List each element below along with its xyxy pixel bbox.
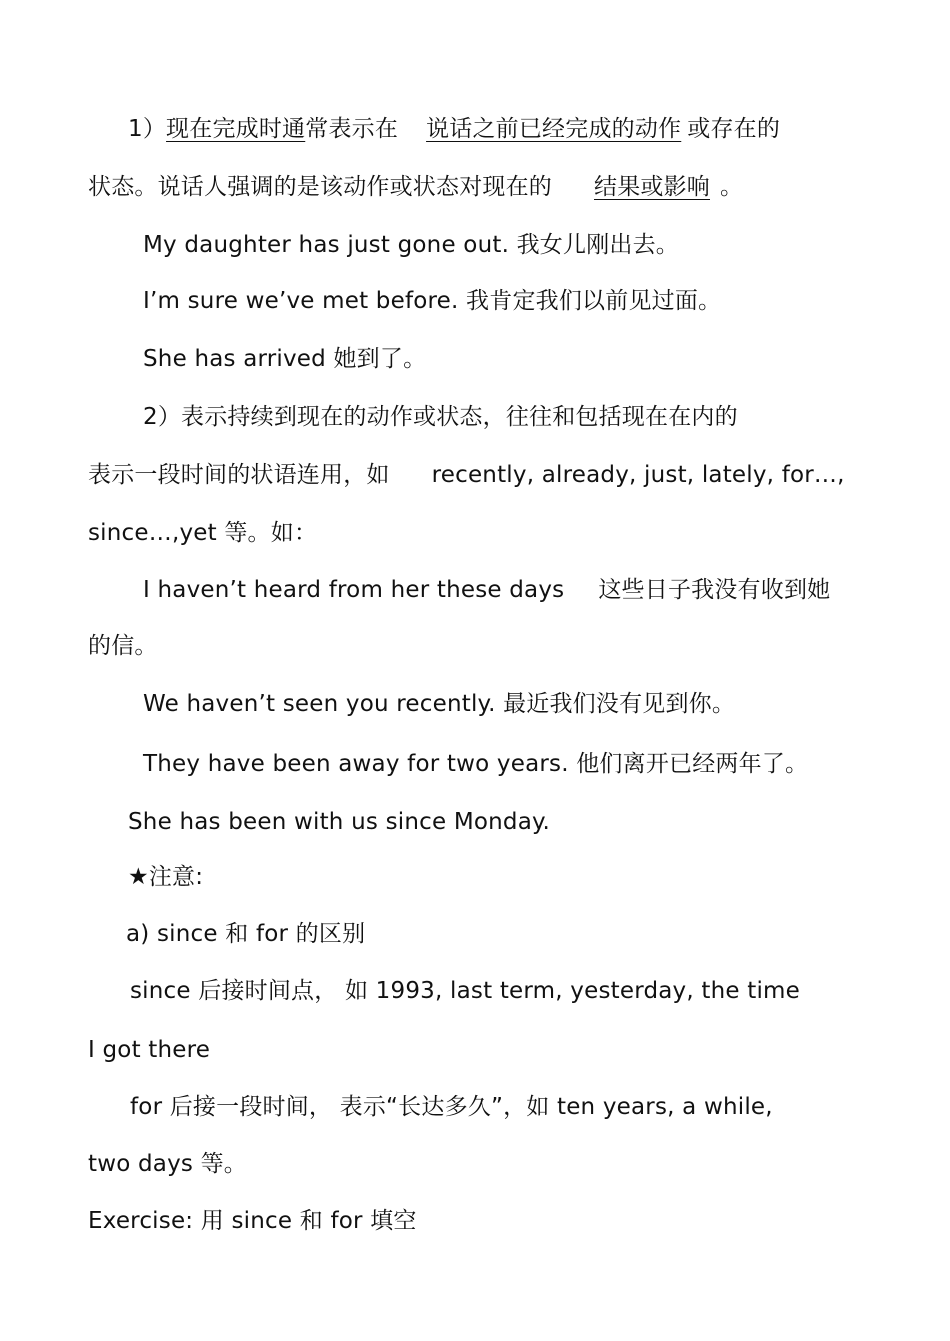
text-segment: 表示一段时间的状语连用，如 xyxy=(88,462,390,488)
for-explanation-continued: two days 等。 xyxy=(88,1151,248,1177)
underlined-term: 现在完成时通 xyxy=(166,116,306,142)
text-segment: 或存在的 xyxy=(687,116,781,142)
example-continuation: 的信。 xyxy=(88,633,158,659)
paragraph-2-line-2 xyxy=(88,460,845,490)
since-explanation-continued: I got there xyxy=(88,1037,211,1063)
since-explanation: since 后接时间点， 如 1993, last term, yesterday, the time xyxy=(130,978,800,1004)
text-segment: 。 xyxy=(720,174,744,200)
example-line: We haven’t seen you recently. 最近我们没有见到你。 xyxy=(143,691,736,717)
example-line: They have been away for two years. 他们离开已经两年了。 xyxy=(143,751,809,777)
adverb-list: recently, already, just, lately, for…, xyxy=(431,462,845,488)
example-english: I haven’t heard from her these days xyxy=(143,577,565,603)
example-line xyxy=(143,575,830,605)
example-line: I’m sure we’ve met before. 我肯定我们以前见过面。 xyxy=(143,288,722,314)
paragraph-2-line-1: 2）表示持续到现在的动作或状态，往往和包括现在在内的 xyxy=(143,404,738,430)
example-chinese: 这些日子我没有收到她 xyxy=(598,577,831,603)
for-explanation: for 后接一段时间， 表示“长达多久”，如 ten years, a while, xyxy=(130,1094,773,1120)
text-segment: 状态。说话人强调的是该动作或状态对现在的 xyxy=(88,174,552,200)
note-subheading: a) since 和 for 的区别 xyxy=(126,921,366,947)
text-segment: 常表示在 xyxy=(305,116,399,142)
paragraph-1-line-1 xyxy=(128,114,780,144)
underlined-result: 结果或影响 xyxy=(594,174,710,200)
example-line: She has been with us since Monday. xyxy=(128,809,551,835)
underlined-definition: 说话之前已经完成的动作 xyxy=(426,116,682,142)
item-number: 1） xyxy=(128,116,167,142)
paragraph-1-line-2 xyxy=(88,172,743,202)
exercise-heading: Exercise: 用 since 和 for 填空 xyxy=(88,1208,417,1234)
example-line: She has arrived 她到了。 xyxy=(143,346,427,372)
paragraph-2-line-3: since…,yet 等。如： xyxy=(88,520,318,546)
example-line: My daughter has just gone out. 我女儿刚出去。 xyxy=(143,232,679,258)
note-heading: ★注意: xyxy=(128,864,204,890)
